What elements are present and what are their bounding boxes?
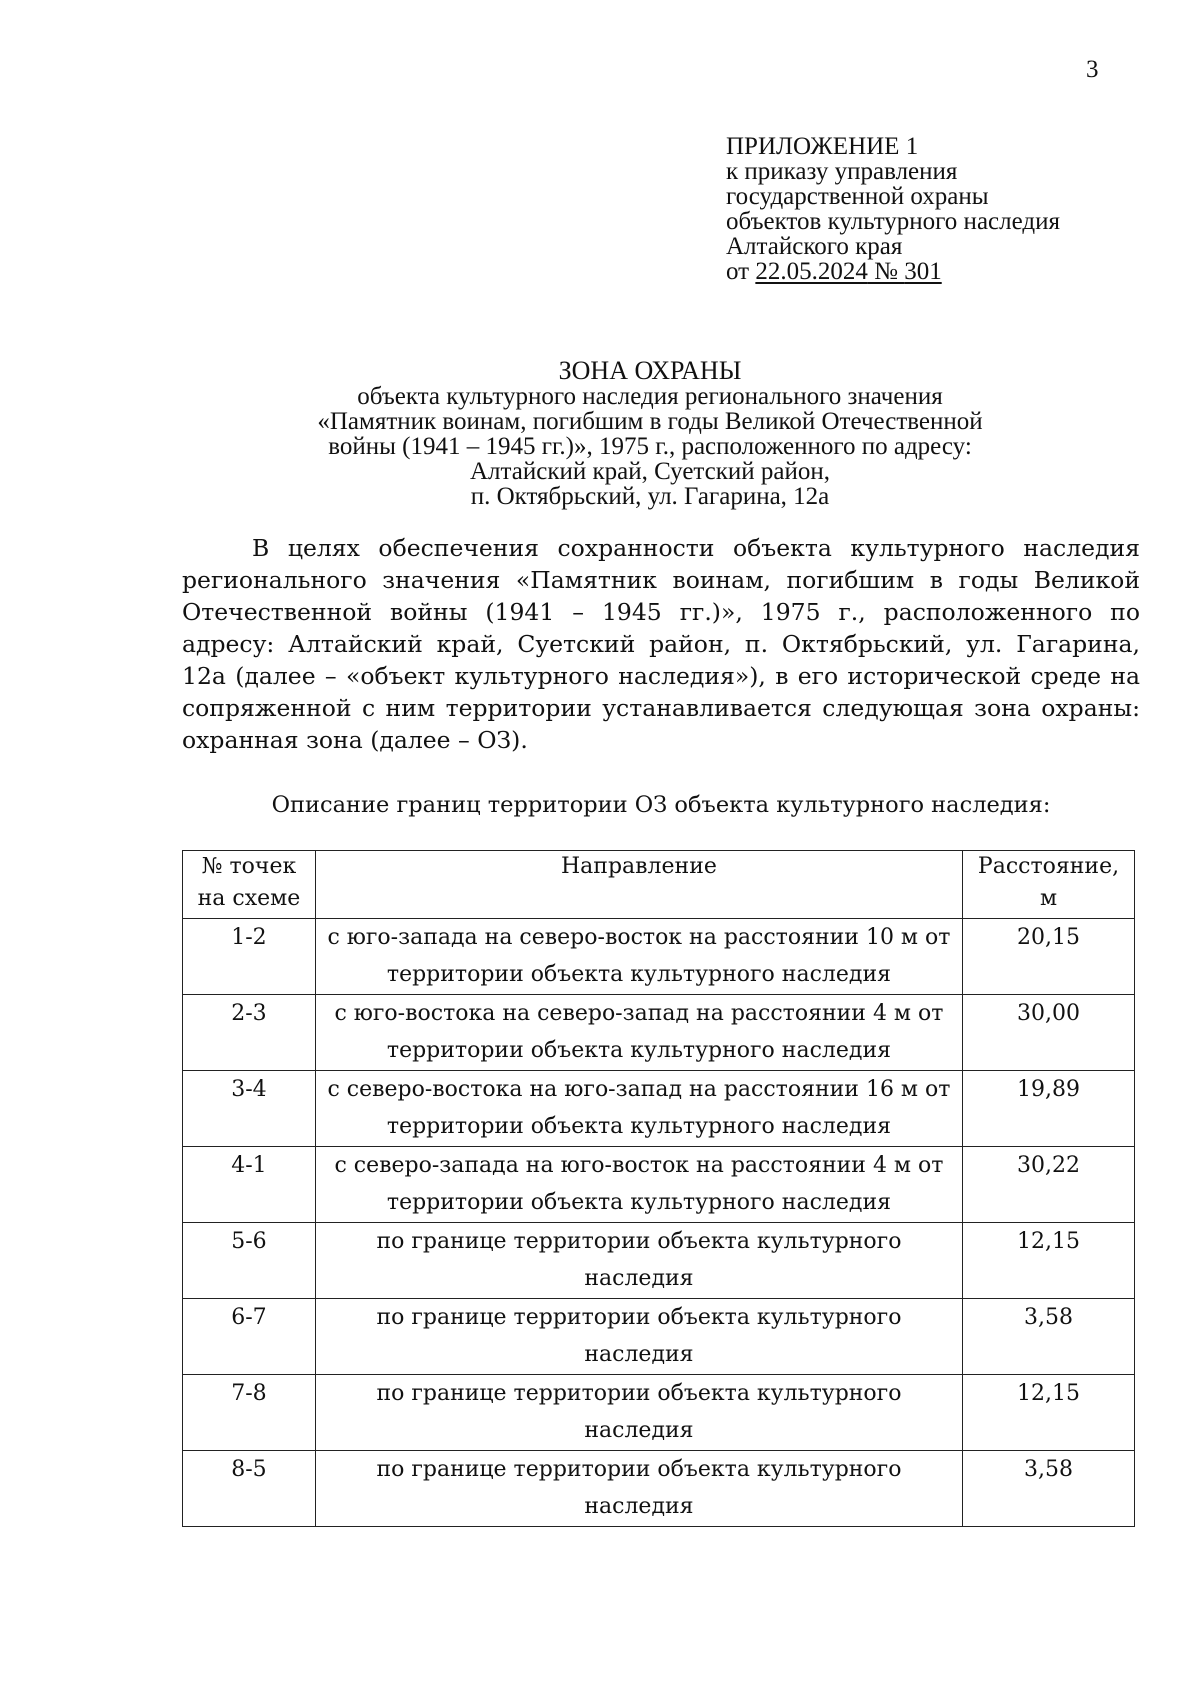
page-number: 3 — [1086, 56, 1099, 83]
appendix-line: объектов культурного наследия — [726, 208, 1060, 235]
cell-points: 7-8 — [183, 1375, 316, 1451]
cell-distance: 20,15 — [963, 919, 1135, 995]
zone-title-line: Алтайский край, Суетский район, — [469, 458, 830, 485]
zone-title-line: объекта культурного наследия регионального значения — [357, 383, 943, 410]
table-row — [183, 995, 1135, 1071]
zone-title-line: «Памятник воинам, погибшим в годы Великой Отечественной — [317, 408, 983, 435]
cell-distance: 30,22 — [963, 1147, 1135, 1223]
order-number-sign: № — [867, 258, 905, 285]
appendix-title: ПРИЛОЖЕНИЕ 1 — [726, 133, 919, 160]
zone-title-block — [180, 358, 1120, 509]
intro-paragraph: В целях обеспечения сохранности объекта культурного наследия регионального значения «Памятник воинам, погибшим в годы Великой Отечественной войны (1941 – 1945 гг.)», 1975 г., расположенного по адресу: Алтайский край, Суетский район, п. Октябрьский, ул. Гагарина, 12а (далее – «объект культурного наследия»), в его исторической среде на сопряженной с ним территории устанавливается следующая зона охраны: охранная зона (далее – ОЗ). — [182, 534, 1140, 754]
table-caption: Описание границ территории ОЗ объекта культурного наследия: — [271, 792, 1051, 818]
cell-distance: 30,00 — [963, 995, 1135, 1071]
table-row — [183, 1071, 1135, 1147]
cell-distance: 19,89 — [963, 1071, 1135, 1147]
order-reference — [726, 259, 1060, 284]
cell-direction: по границе территории объекта культурного наследия — [315, 1375, 962, 1451]
table-row — [183, 919, 1135, 995]
cell-points: 1-2 — [183, 919, 316, 995]
table-row — [183, 1223, 1135, 1299]
cell-points: 8-5 — [183, 1451, 316, 1527]
zone-title-line: п. Октябрьский, ул. Гагарина, 12а — [470, 483, 830, 510]
cell-direction: с северо-востока на юго-запад на расстоянии 16 м от территории объекта культурного наследия — [315, 1071, 962, 1147]
cell-distance: 12,15 — [963, 1375, 1135, 1451]
cell-points: 2-3 — [183, 995, 316, 1071]
appendix-line: к приказу управления — [726, 158, 958, 185]
cell-direction: с юго-востока на северо-запад на расстоянии 4 м от территории объекта культурного наследия — [315, 995, 962, 1071]
appendix-line: Алтайского края — [726, 233, 903, 260]
cell-direction: по границе территории объекта культурного наследия — [315, 1299, 962, 1375]
appendix-block — [726, 134, 1060, 284]
header-distance: Расстояние, м — [963, 851, 1135, 919]
order-number: 301 — [904, 258, 942, 285]
order-prefix: от — [726, 258, 756, 285]
table-row — [183, 1299, 1135, 1375]
cell-direction: с северо-запада на юго-восток на расстоянии 4 м от территории объекта культурного наследия — [315, 1147, 962, 1223]
table-header-row — [183, 851, 1135, 919]
cell-direction: по границе территории объекта культурного наследия — [315, 1451, 962, 1527]
cell-points: 6-7 — [183, 1299, 316, 1375]
cell-points: 5-6 — [183, 1223, 316, 1299]
cell-direction: по границе территории объекта культурного наследия — [315, 1223, 962, 1299]
table-row — [183, 1451, 1135, 1527]
appendix-line: государственной охраны — [726, 183, 989, 210]
zone-title-line: войны (1941 – 1945 гг.)», 1975 г., расположенного по адресу: — [328, 433, 972, 460]
boundary-table — [182, 850, 1135, 1527]
cell-points: 3-4 — [183, 1071, 316, 1147]
cell-distance: 3,58 — [963, 1299, 1135, 1375]
cell-points: 4-1 — [183, 1147, 316, 1223]
table-row — [183, 1375, 1135, 1451]
header-points: № точек на схеме — [183, 851, 316, 919]
header-direction: Направление — [315, 851, 962, 919]
table-row — [183, 1147, 1135, 1223]
order-date: 22.05.2024 — [755, 258, 868, 285]
cell-direction: с юго-запада на северо-восток на расстоянии 10 м от территории объекта культурного наследия — [315, 919, 962, 995]
zone-heading: ЗОНА ОХРАНЫ — [558, 356, 742, 385]
cell-distance: 3,58 — [963, 1451, 1135, 1527]
cell-distance: 12,15 — [963, 1223, 1135, 1299]
